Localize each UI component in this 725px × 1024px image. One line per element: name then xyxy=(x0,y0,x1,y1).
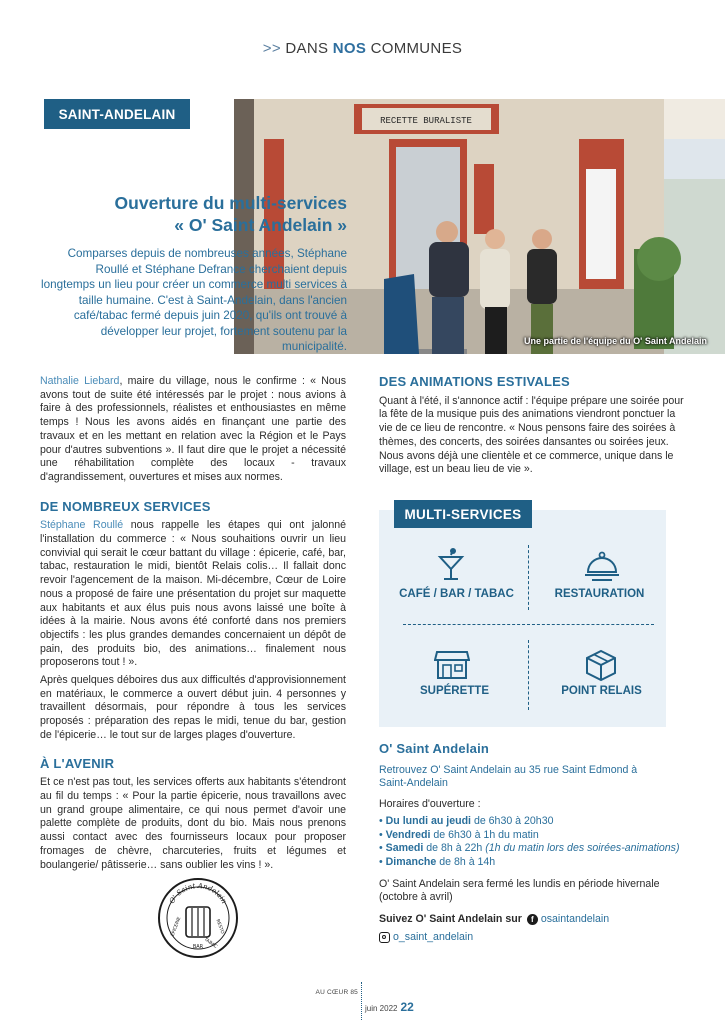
service-cafe-bar-tabac: CAFÉ / BAR / TABAC xyxy=(399,588,514,600)
instagram-row xyxy=(379,931,685,945)
divider xyxy=(528,640,529,710)
paragraph-opening: Après quelques déboires dus aux difficultés d'approvisionnement en matériaux, le commerce a ouvert début juin. 4 personnes y travaillent désormais, pour répondre à tous les services proposés : préparation des repas le midi, tenue du bar, gestion de l'épicerie… le tout sur de larges plages d'ouverture. xyxy=(40,674,346,741)
service-superette: SUPÉRETTE xyxy=(419,685,489,697)
svg-text:O' Saint Andelain: O' Saint Andelain xyxy=(167,881,229,906)
section-header: >> DANS NOS COMMUNES xyxy=(262,40,463,57)
paragraph-animations: Quant à l'été, il s'annonce actif : l'équipe prépare une soirée pour la fête de la musique puis des animations viendront ponctuer la vie de ce lieu de rencontre. « Nous pensons faire des soirées à thèmes, des concerts, des soirées dansantes ou soirées jeux. Nous avons déjà une clientèle et ce commerce, unique dans le village, est un beau lieu de vie ». xyxy=(379,394,684,476)
hours-row: • Dimanche de 8h à 14h xyxy=(379,855,496,868)
shop-icon xyxy=(434,648,470,680)
paragraph-mayor: Nathalie Liebard, maire du village, nous le confirme : « Nous avons tout de suite été intéressés par le projet : nous avions à faire à des professionnels, réalistes et enthousiastes en même temps ! Nous les avons aidés en finançant une partie des travaux et en les mettant en relation avec la Région et le Pays pour d'autres subventions ». Il faut dire que le projet a nécessité une réhabilitation complète des locaux - travaux d'agrandissement, ouvertures et mises aux normes. xyxy=(40,375,346,483)
paragraph-roulle: Stéphane Roullé nous rappelle les étapes qui ont jalonné l'installation du commerce : « Nous souhaitions ouvrir un lieu convivial qui serait le cœur battant du village : épicerie, café, bar, tabac, restauration le midi, bientôt Relais colis… Il fallait donc revoir l'agencement de la maison. Mi-décembre, Cœur de Loire nous a proposé de faire une présentation du projet sur maquette aux habitants et aux élus puis nous avons laissé une boîte à idées à la mairie. Nous avons été conforté dans nos premiers objectifs : les plus grandes demandes concernaient un dépôt de pain, des produits bio, des animations… finalement nous proposerons tout ! ». xyxy=(40,519,346,669)
hours-row: • Du lundi au jeudi de 6h30 à 20h30 xyxy=(379,814,554,827)
paragraph-avenir: Et ce n'est pas tout, les services offerts aux habitants s'étendront au fil du temps : « Pour la partie épicerie, nous travaillons avec un grand groupe alimentaire, ce qui nous permet d'avoir une palette complète de produits, dont du bio. Mais nous prenons aussi contact avec des fournisseurs locaux pour proposer fromages de chèvre, charcuteries, fruits et légumes et boulangerie/ pâtisserie… sans oublier les vins ! ». xyxy=(40,776,346,871)
shop-info-title: O' Saint Andelain xyxy=(379,741,490,756)
shop-address: Retrouvez O' Saint Andelain au 35 rue Saint Edmond à Saint-Andelain xyxy=(379,763,638,790)
social-row xyxy=(379,913,685,927)
heading-services: DE NOMBREUX SERVICES xyxy=(40,498,211,514)
cloche-icon xyxy=(582,550,622,584)
commune-tag: SAINT-ANDELAIN xyxy=(44,99,190,129)
svg-text:ÉPICERIE: ÉPICERIE xyxy=(170,916,183,938)
right-column xyxy=(379,375,685,477)
page-number: 22 xyxy=(400,1000,414,1014)
shop-info xyxy=(379,742,685,944)
facebook-icon: f xyxy=(527,914,538,925)
follow-label: Suivez O' Saint Andelain sur xyxy=(379,913,522,926)
person-name: Stéphane Roullé xyxy=(40,519,124,532)
facebook-link[interactable]: osaintandelain xyxy=(540,913,610,926)
article-title: Ouverture du multi-services « O' Saint Andelain » xyxy=(114,193,347,235)
magazine-name: AU CŒUR 85 xyxy=(315,989,358,996)
hours-label: Horaires d'ouverture : xyxy=(379,798,481,811)
footer-date: juin 2022 22 xyxy=(365,1000,414,1014)
svg-text:RESTO: RESTO xyxy=(214,918,225,935)
divider xyxy=(528,545,529,610)
shop-logo xyxy=(157,877,239,959)
left-column xyxy=(40,375,346,872)
instagram-icon xyxy=(379,932,390,943)
person-name: Nathalie Liebard xyxy=(40,375,120,387)
svg-text:TABAC: TABAC xyxy=(202,937,218,950)
hours-row: • Vendredi de 6h30 à 1h du matin xyxy=(379,828,539,841)
hours-row: • Samedi de 8h à 22h (1h du matin lors des soirées-animations) xyxy=(379,842,680,855)
article-intro: Comparses depuis de nombreuses années, Stéphane Roullé et Stéphane Defrance cherchaient depuis longtemps un lieu pour créer un commerce multi services à taille humaine. C'est à Saint-Andelain, dans l'ancien café/tabac fermé depuis juin 2020, qu'ils ont trouvé à développer leur projet, fortement soutenu par la municipalité. xyxy=(41,247,347,353)
service-point-relais: POINT RELAIS xyxy=(561,685,642,697)
heading-animations: DES ANIMATIONS ESTIVALES xyxy=(379,374,570,389)
parcel-icon xyxy=(584,648,618,682)
svg-text:BAR: BAR xyxy=(192,944,204,950)
multiservices-tag: MULTI-SERVICES xyxy=(394,500,532,528)
photo-caption: Une partie de l'équipe du O' Saint Andelain xyxy=(524,336,707,346)
cocktail-icon xyxy=(432,545,472,585)
closure-note: O' Saint Andelain sera fermé les lundis en période hivernale (octobre à avril) xyxy=(379,877,660,904)
divider xyxy=(403,624,654,625)
service-restauration: RESTAURATION xyxy=(554,588,645,600)
instagram-link[interactable]: o_saint_andelain xyxy=(393,930,474,943)
footer-divider xyxy=(361,982,362,1020)
heading-avenir: À L'AVENIR xyxy=(40,755,115,771)
svg-text:RECETTE BURALISTE: RECETTE BURALISTE xyxy=(380,116,472,126)
